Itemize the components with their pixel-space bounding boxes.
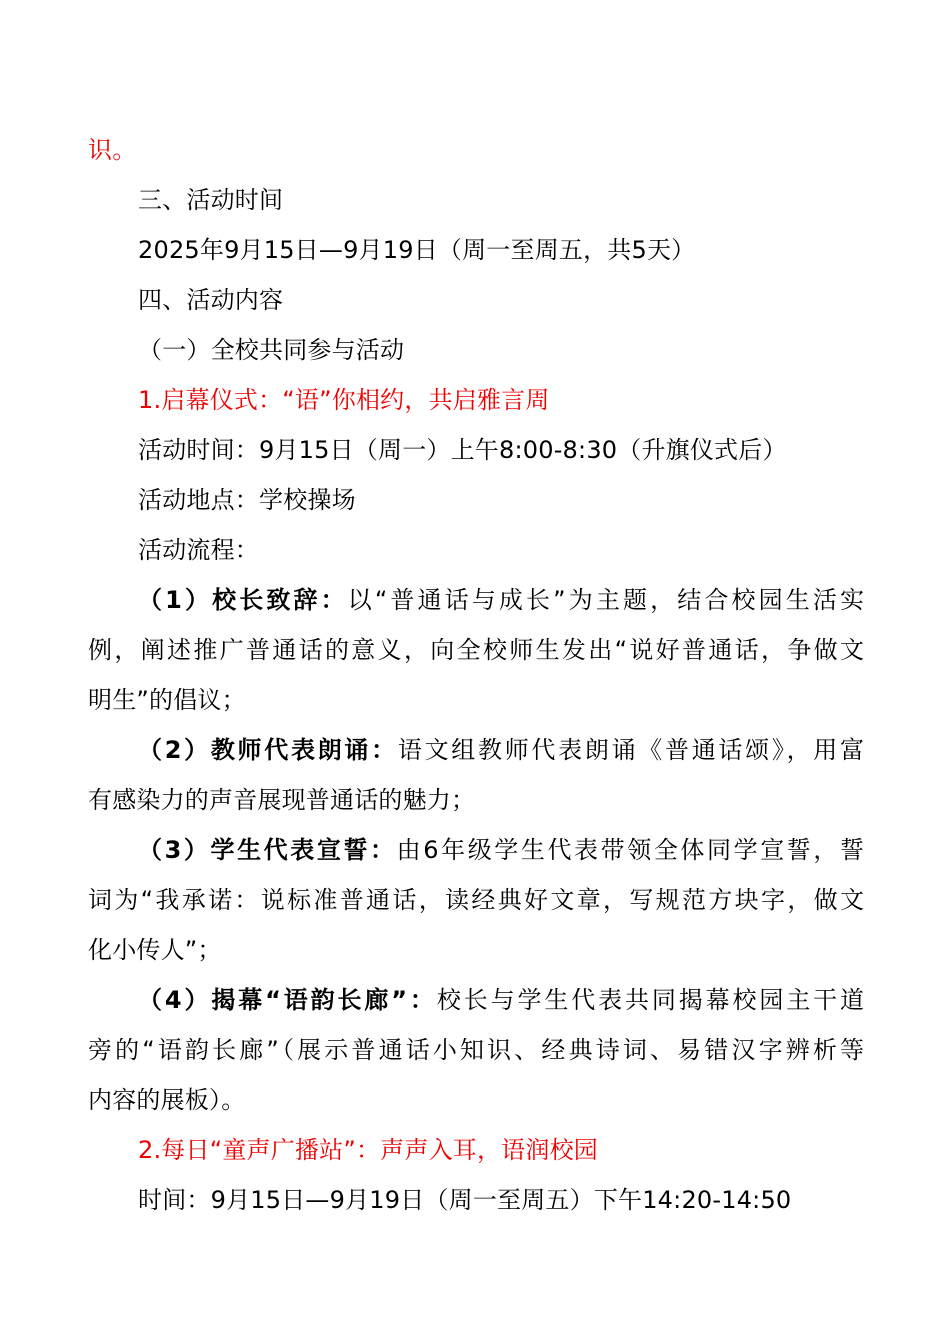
broadcast-time: 时间：9月15日—9月19日（周一至周五）下午14:20-14:50 (138, 1186, 792, 1214)
subsection-heading-school-wide: （一）全校共同参与活动 (138, 336, 405, 364)
process-step-3-line-3: 化小传人”； (88, 936, 222, 964)
activity-dates: 2025年9月15日—9月19日（周一至周五，共5天） (138, 236, 696, 264)
process-step-3-text: 由6年级学生代表带领全体同学宣誓，誓 (396, 836, 864, 864)
ceremony-location: 活动地点：学校操场 (138, 486, 356, 514)
process-step-3-label: （3）学生代表宣誓： (138, 836, 397, 864)
section-heading-activity-time: 三、活动时间 (138, 186, 284, 214)
process-step-1-line-1 (138, 584, 864, 616)
process-step-3-line-2: 词为“我承诺：说标准普通话，读经典好文章，写规范方块字，做文 (88, 886, 864, 914)
section-heading-activity-content: 四、活动内容 (138, 286, 284, 314)
process-step-2-line-2: 有感染力的声音展现普通话的魅力； (88, 786, 476, 814)
process-step-3-line-1 (138, 834, 864, 866)
item-heading-opening-ceremony: 1.启幕仪式：“语”你相约，共启雅言周 (138, 386, 550, 414)
text-line-continuation: 识。 (88, 136, 137, 164)
process-step-4-label: （4）揭幕“语韵长廊”： (138, 986, 437, 1014)
process-step-4-text: 校长与学生代表共同揭幕校园主干道 (436, 986, 864, 1014)
process-step-1-line-3: 明生”的倡议； (88, 686, 246, 714)
process-step-2-label: （2）教师代表朗诵： (138, 736, 398, 764)
process-step-1-label: （1）校长致辞： (138, 586, 348, 614)
item-heading-daily-broadcast: 2.每日“童声广播站”：声声入耳，语润校园 (138, 1136, 598, 1164)
process-step-4-line-3: 内容的展板）。 (88, 1086, 246, 1114)
process-step-1-text: 以“普通话与成长”为主题，结合校园生活实 (347, 586, 864, 614)
process-step-4-line-1 (138, 984, 864, 1016)
process-step-4-line-2: 旁的“语韵长廊”（展示普通话小知识、经典诗词、易错汉字辨析等 (88, 1036, 864, 1064)
process-step-2-line-1 (138, 734, 864, 766)
process-step-1-line-2: 例，阐述推广普通话的意义，向全校师生发出“说好普通话，争做文 (88, 636, 864, 664)
ceremony-time: 活动时间：9月15日（周一）上午8:00-8:30（升旗仪式后） (138, 436, 787, 464)
ceremony-process-label: 活动流程： (138, 536, 259, 564)
process-step-2-text: 语文组教师代表朗诵《普通话颂》，用富 (397, 736, 864, 764)
